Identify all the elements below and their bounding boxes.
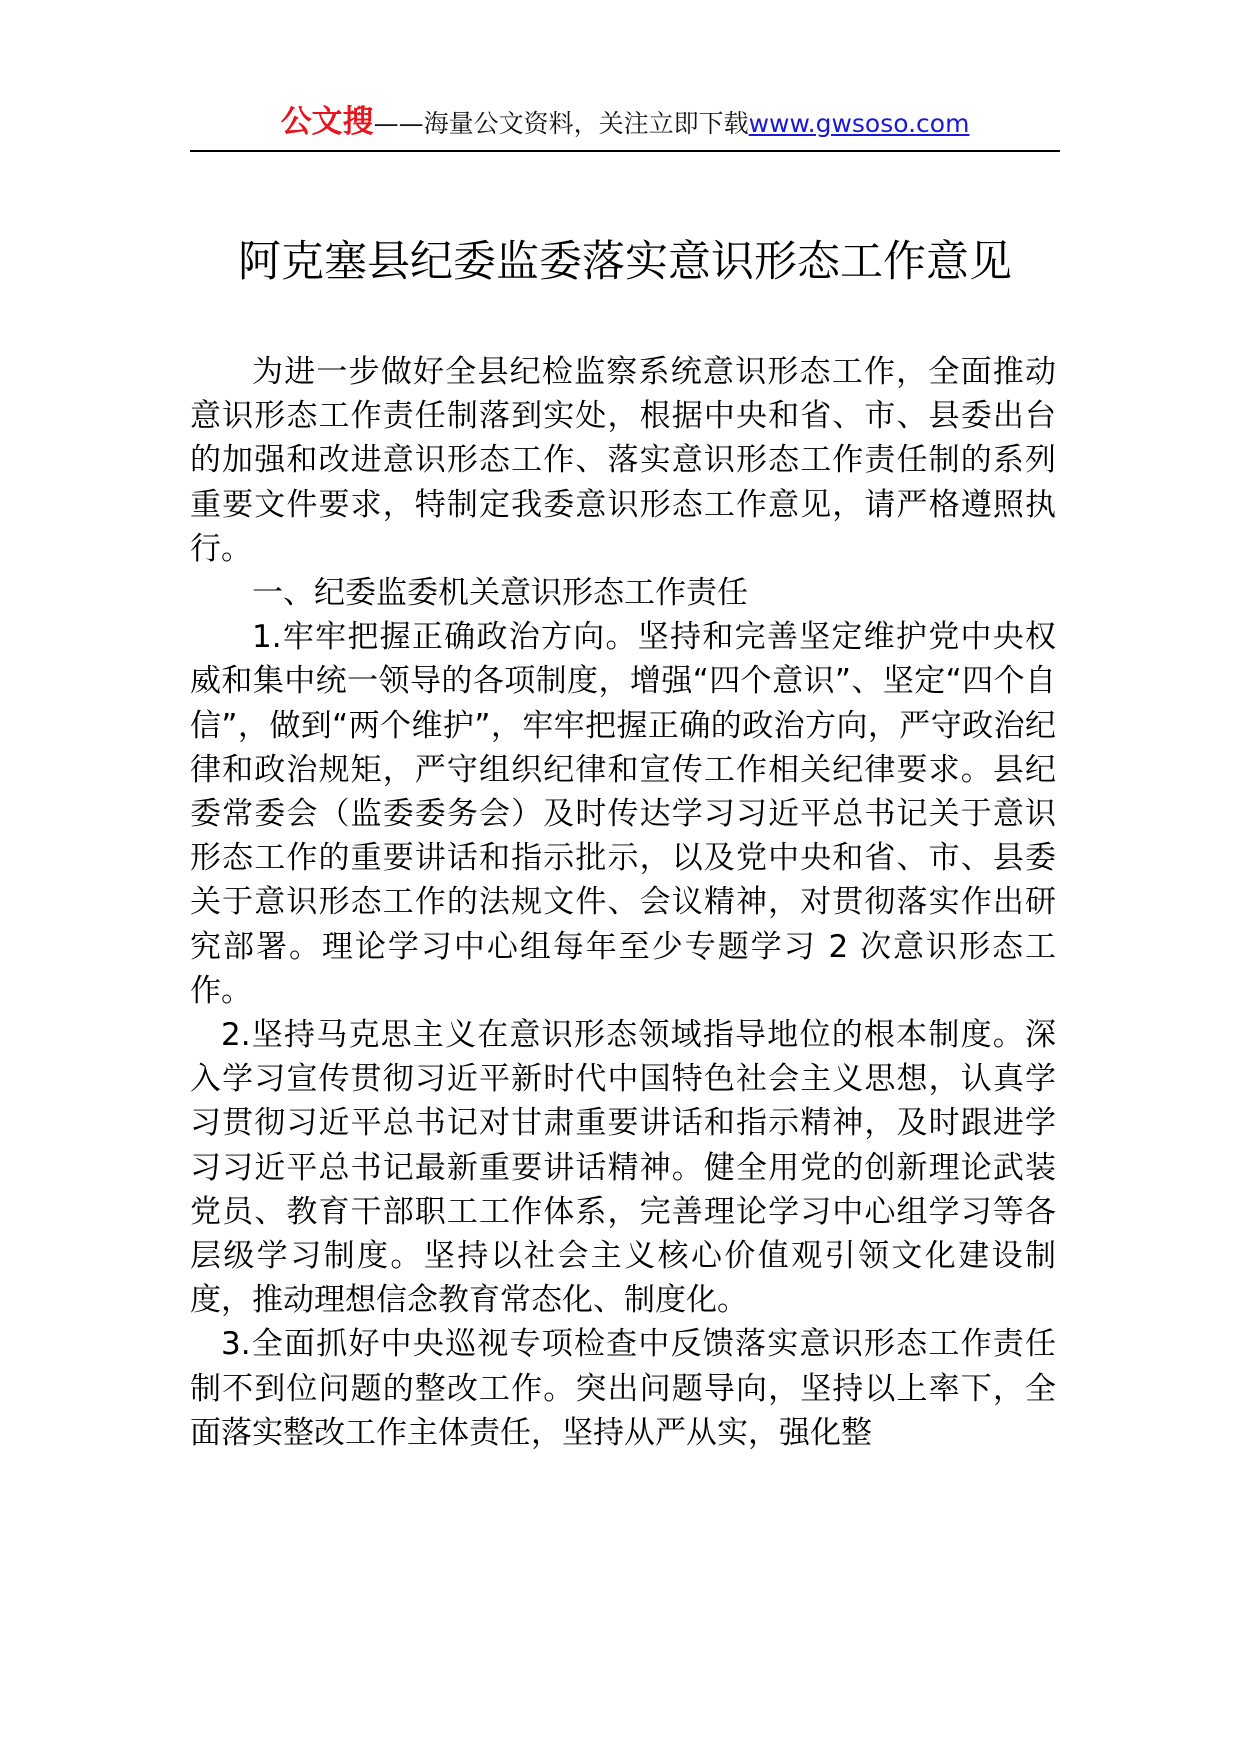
body-paragraph: 2.坚持马克思主义在意识形态领域指导地位的根本制度。深入学习宣传贯彻习近平新时代中国特色社会主义思想，认真学习贯彻习近平总书记对甘肃重要讲话和指示精神，及时跟进学习习近平总书记最新重要讲话精神。健全用党的创新理论武装党员、教育干部职工工作体系，完善理论学习中心组学习等各层级学习制度。坚持以社会主义核心价值观引领文化建设制度，推动理想信念教育常态化、制度化。 [190, 1017, 1056, 1319]
document-body [190, 350, 1056, 1455]
section-heading: 一、纪委监委机关意识形态工作责任 [252, 575, 748, 612]
document-title: 阿克塞县纪委监委落实意识形态工作意见 [238, 237, 1012, 287]
page-header [190, 104, 1060, 142]
body-paragraph: 1.牢牢把握正确政治方向。坚持和完善坚定维护党中央权威和集中统一领导的各项制度，增强“四个意识”、坚定“四个自信”，做到“两个维护”，牢牢把握正确的政治方向，严守政治纪律和政治规矩，严守组织纪律和宣传工作相关纪律要求。县纪委常委会（监委委务会）及时传达学习习近平总书记关于意识形态工作的重要讲话和指示批示，以及党中央和省、市、县委关于意识形态工作的法规文件、会议精神，对贯彻落实作出研究部署。理论学习中心组每年至少专题学习 2 次意识形态工作。 [190, 619, 1056, 1009]
brand-logo-text: 公文搜 [280, 104, 374, 140]
body-paragraph: 3.全面抓好中央巡视专项检查中反馈落实意识形态工作责任制不到位问题的整改工作。突出问题导向，坚持以上率下，全面落实整改工作主体责任，坚持从严从实，强化整 [190, 1326, 1056, 1451]
intro-paragraph: 为进一步做好全县纪检监察系统意识形态工作，全面推动意识形态工作责任制落到实处，根据中央和省、市、县委出台的加强和改进意识形态工作、落实意识形态工作责任制的系列重要文件要求，特制定我委意识形态工作意见，请严格遵照执行。 [190, 354, 1056, 567]
header-tagline: ——海量公文资料，关注立即下载 [373, 109, 749, 138]
site-link[interactable]: www.gwsoso.com [748, 109, 970, 138]
header-divider [190, 150, 1060, 152]
